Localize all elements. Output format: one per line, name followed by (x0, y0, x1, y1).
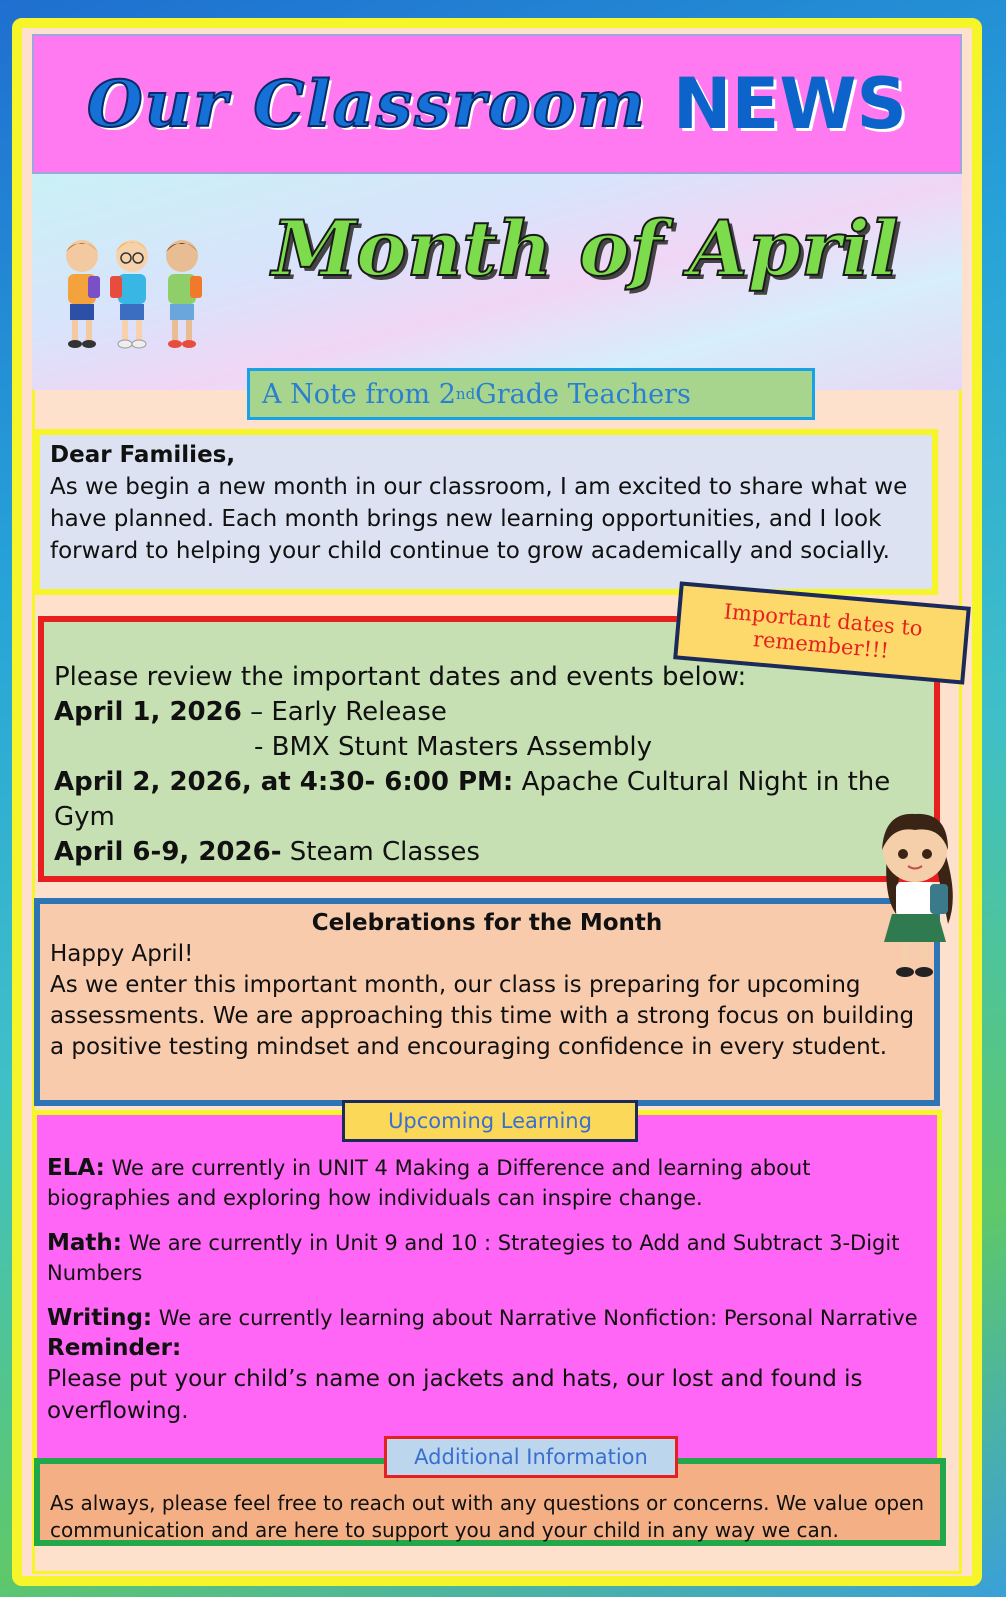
reminder-text: Please put your child’s name on jackets and hats, our lost and found is overflowing. (47, 1366, 863, 1424)
date-event-sub: - BMX Stunt Masters Assembly (254, 732, 653, 762)
celebrations-line1: Happy April! (50, 941, 194, 967)
upcoming-learning-tag: Upcoming Learning (342, 1100, 638, 1142)
learning-item-ela (47, 1153, 927, 1213)
kids-illustration (60, 234, 210, 354)
learning-text: We are currently learning about Narrative Nonfiction: Personal Narrative (158, 1306, 918, 1330)
learning-text: We are currently in Unit 9 and 10 : Strategies to Add and Subtract 3-Digit Numbers (47, 1231, 900, 1285)
dates-intro: Please review the important dates and events below: (54, 662, 747, 692)
girl-illustration (860, 804, 970, 980)
note-prefix: A Note from 2 (262, 378, 456, 410)
reminder-label: Reminder: (47, 1335, 182, 1361)
title-banner (32, 34, 962, 174)
learning-label: ELA: (47, 1155, 105, 1181)
date-event (54, 695, 924, 730)
celebrations-body: As we enter this important month, our class is preparing for upcoming assessments. We are approaching this time with a strong focus on building a positive testing mindset and encouraging confidence in every student. (50, 972, 915, 1060)
month-banner (32, 174, 962, 390)
kid-icon (166, 240, 202, 348)
note-suffix: Grade Teachers (475, 378, 691, 410)
date-event (54, 835, 924, 870)
celebrations-box (34, 898, 940, 1106)
event-separator (282, 837, 290, 867)
title-news: NEWS (672, 63, 907, 145)
date-event (54, 765, 924, 835)
title-script: Our Classroom (87, 66, 647, 142)
learning-text: We are currently in UNIT 4 Making a Difference and learning about biographies and exploring how individuals can inspire change. (47, 1156, 811, 1210)
families-body: As we begin a new month in our classroom, I am excited to share what we have planned. Each month brings new learning opportunities, and I look forward to helping your child continue to grow academically and socially. (50, 474, 908, 564)
kid-icon (66, 240, 100, 348)
additional-body: As always, please feel free to reach out with any questions or concerns. We value open communication and are here to support you and your child in any way we can. (50, 1491, 924, 1542)
additional-info-tag: Additional Information (384, 1436, 678, 1478)
event-text: Apache Cultural Night in the Gym (54, 767, 891, 832)
upcoming-learning-box (32, 1110, 942, 1470)
important-dates-tag: Important dates to remember!!! (673, 581, 971, 684)
event-date: April 2, 2026, at 4:30- 6:00 PM: (54, 767, 514, 797)
celebrations-heading: Celebrations for the Month (311, 910, 663, 936)
event-date: April 6-9, 2026- (54, 837, 282, 867)
kid-icon (110, 240, 148, 348)
learning-label: Writing: (47, 1305, 153, 1331)
families-letter (34, 429, 938, 595)
learning-item-writing (47, 1303, 927, 1333)
learning-label: Math: (47, 1230, 122, 1256)
event-separator: – (241, 697, 272, 727)
learning-item-math (47, 1228, 927, 1288)
event-text: Early Release (271, 697, 447, 727)
month-title: Month of April (272, 204, 899, 293)
note-superscript: nd (455, 385, 476, 403)
event-separator (513, 767, 521, 797)
teacher-note-heading (247, 368, 815, 420)
event-date: April 1, 2026 (54, 697, 242, 727)
families-greeting: Dear Families, (50, 442, 236, 468)
event-text: Steam Classes (289, 837, 480, 867)
